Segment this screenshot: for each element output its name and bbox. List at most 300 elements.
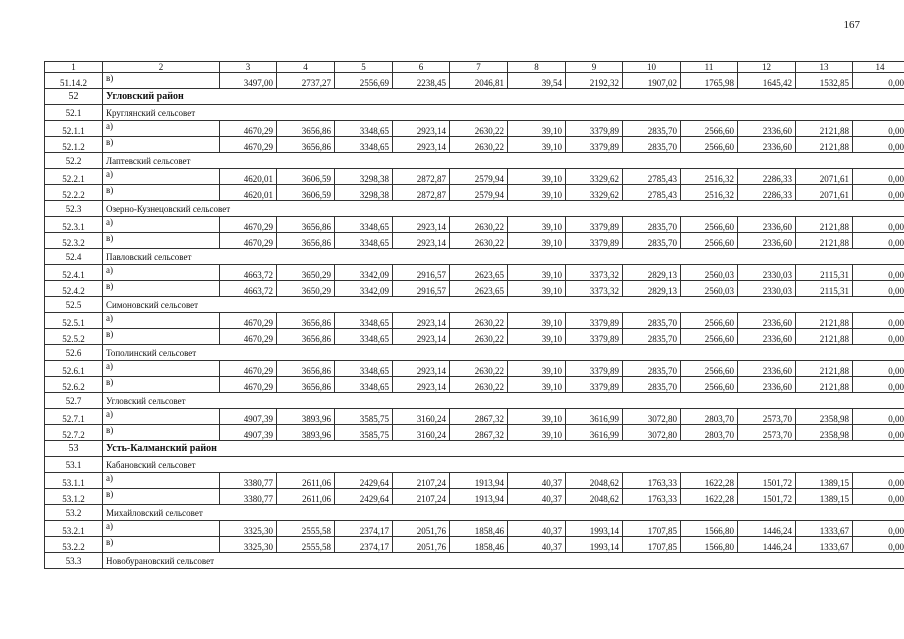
value-cell: 3616,99 — [566, 409, 623, 425]
table-row — [45, 233, 904, 249]
value-cell: 2121,88 — [796, 217, 853, 233]
value-cell: 2336,60 — [738, 233, 796, 249]
value-cell: 2835,70 — [623, 233, 681, 249]
row-variant: в) — [103, 281, 220, 297]
value-cell: 3348,65 — [335, 313, 393, 329]
value-cell: 2867,32 — [450, 409, 508, 425]
column-header: 6 — [393, 62, 450, 73]
value-cell: 2121,88 — [796, 137, 853, 153]
value-cell: 39,10 — [508, 233, 566, 249]
value-cell: 3656,86 — [277, 121, 335, 137]
table-row — [45, 313, 904, 329]
value-cell: 39,10 — [508, 409, 566, 425]
value-cell: 1763,33 — [623, 473, 681, 489]
value-cell: 2516,32 — [681, 185, 738, 201]
row-code: 52.2 — [45, 153, 103, 169]
value-cell: 39,10 — [508, 361, 566, 377]
value-cell: 2835,70 — [623, 137, 681, 153]
value-cell: 2835,70 — [623, 217, 681, 233]
value-cell: 2336,60 — [738, 217, 796, 233]
value-cell: 3379,89 — [566, 361, 623, 377]
value-cell: 3379,89 — [566, 233, 623, 249]
column-header-row — [45, 62, 904, 73]
column-header: 5 — [335, 62, 393, 73]
council-header-row — [45, 457, 904, 473]
value-cell: 3373,32 — [566, 281, 623, 297]
table-row — [45, 361, 904, 377]
value-cell: 2623,65 — [450, 281, 508, 297]
value-cell: 3379,89 — [566, 377, 623, 393]
value-cell: 1622,28 — [681, 489, 738, 505]
value-cell: 2566,60 — [681, 329, 738, 345]
council-header-row — [45, 249, 904, 265]
value-cell: 0,00 — [853, 233, 904, 249]
value-cell: 2115,31 — [796, 281, 853, 297]
value-cell: 3606,59 — [277, 169, 335, 185]
value-cell: 2923,14 — [393, 361, 450, 377]
value-cell: 2336,60 — [738, 313, 796, 329]
value-cell: 3348,65 — [335, 217, 393, 233]
value-cell: 2429,64 — [335, 473, 393, 489]
value-cell: 0,00 — [853, 329, 904, 345]
value-cell: 4620,01 — [220, 169, 277, 185]
value-cell: 39,10 — [508, 121, 566, 137]
value-cell: 2923,14 — [393, 313, 450, 329]
row-code: 53.3 — [45, 553, 103, 569]
value-cell: 0,00 — [853, 73, 904, 89]
value-cell: 2115,31 — [796, 265, 853, 281]
value-cell: 2630,22 — [450, 233, 508, 249]
value-cell: 3342,09 — [335, 265, 393, 281]
value-cell: 2358,98 — [796, 425, 853, 441]
value-cell: 2556,69 — [335, 73, 393, 89]
table-row — [45, 409, 904, 425]
value-cell: 4670,29 — [220, 329, 277, 345]
table-row — [45, 537, 904, 553]
value-cell: 3656,86 — [277, 217, 335, 233]
row-variant: а) — [103, 361, 220, 377]
value-cell: 1532,85 — [796, 73, 853, 89]
council-name: Новобурановский сельсовет — [103, 553, 904, 569]
value-cell: 1763,33 — [623, 489, 681, 505]
value-cell: 1389,15 — [796, 489, 853, 505]
value-cell: 1858,46 — [450, 537, 508, 553]
value-cell: 2048,62 — [566, 489, 623, 505]
value-cell: 3325,30 — [220, 521, 277, 537]
value-cell: 2121,88 — [796, 121, 853, 137]
value-cell: 3160,24 — [393, 409, 450, 425]
value-cell: 2121,88 — [796, 377, 853, 393]
value-cell: 1333,67 — [796, 537, 853, 553]
row-code: 52 — [45, 89, 103, 105]
value-cell: 0,00 — [853, 409, 904, 425]
value-cell: 2358,98 — [796, 409, 853, 425]
value-cell: 4670,29 — [220, 377, 277, 393]
row-code: 51.14.2 — [45, 73, 103, 89]
value-cell: 3329,62 — [566, 169, 623, 185]
value-cell: 1501,72 — [738, 473, 796, 489]
council-name: Тополинский сельсовет — [103, 345, 904, 361]
value-cell: 2630,22 — [450, 361, 508, 377]
value-cell: 2566,60 — [681, 137, 738, 153]
value-cell: 39,10 — [508, 137, 566, 153]
value-cell: 3585,75 — [335, 409, 393, 425]
value-cell: 3160,24 — [393, 425, 450, 441]
value-cell: 3585,75 — [335, 425, 393, 441]
value-cell: 1907,02 — [623, 73, 681, 89]
column-header: 3 — [220, 62, 277, 73]
council-header-row — [45, 105, 904, 121]
value-cell: 2566,60 — [681, 313, 738, 329]
value-cell: 4907,39 — [220, 409, 277, 425]
table-row — [45, 489, 904, 505]
row-code: 52.4.1 — [45, 265, 103, 281]
value-cell: 0,00 — [853, 425, 904, 441]
row-variant: в) — [103, 489, 220, 505]
value-cell: 2835,70 — [623, 313, 681, 329]
value-cell: 39,10 — [508, 281, 566, 297]
table-row — [45, 121, 904, 137]
district-name: Усть-Калманский район — [103, 441, 904, 457]
value-cell: 2336,60 — [738, 361, 796, 377]
value-cell: 2107,24 — [393, 473, 450, 489]
value-cell: 0,00 — [853, 217, 904, 233]
council-name: Озерно-Кузнецовский сельсовет — [103, 201, 904, 217]
value-cell: 2374,17 — [335, 521, 393, 537]
value-cell: 0,00 — [853, 313, 904, 329]
value-cell: 2785,43 — [623, 169, 681, 185]
council-header-row — [45, 393, 904, 409]
value-cell: 4670,29 — [220, 313, 277, 329]
row-variant: а) — [103, 521, 220, 537]
row-code: 52.5.1 — [45, 313, 103, 329]
council-name: Михайловский сельсовет — [103, 505, 904, 521]
value-cell: 1389,15 — [796, 473, 853, 489]
value-cell: 2121,88 — [796, 361, 853, 377]
row-code: 52.7.1 — [45, 409, 103, 425]
value-cell: 3656,86 — [277, 313, 335, 329]
table-row — [45, 473, 904, 489]
value-cell: 1858,46 — [450, 521, 508, 537]
value-cell: 0,00 — [853, 537, 904, 553]
table-body — [45, 62, 904, 569]
value-cell: 0,00 — [853, 489, 904, 505]
value-cell: 2192,32 — [566, 73, 623, 89]
row-code: 53.2.1 — [45, 521, 103, 537]
value-cell: 2829,13 — [623, 265, 681, 281]
value-cell: 2923,14 — [393, 233, 450, 249]
value-cell: 39,10 — [508, 313, 566, 329]
row-variant: в) — [103, 137, 220, 153]
value-cell: 2835,70 — [623, 361, 681, 377]
council-name: Круглянский сельсовет — [103, 105, 904, 121]
value-cell: 2916,57 — [393, 265, 450, 281]
column-header: 2 — [103, 62, 220, 73]
value-cell: 2566,60 — [681, 121, 738, 137]
value-cell: 2121,88 — [796, 329, 853, 345]
value-cell: 0,00 — [853, 361, 904, 377]
value-cell: 2560,03 — [681, 281, 738, 297]
value-cell: 2121,88 — [796, 313, 853, 329]
value-cell: 39,10 — [508, 425, 566, 441]
row-code: 52.5.2 — [45, 329, 103, 345]
value-cell: 1446,24 — [738, 521, 796, 537]
value-cell: 0,00 — [853, 185, 904, 201]
value-cell: 2630,22 — [450, 137, 508, 153]
value-cell: 2374,17 — [335, 537, 393, 553]
value-cell: 2051,76 — [393, 537, 450, 553]
value-cell: 3650,29 — [277, 265, 335, 281]
column-header: 7 — [450, 62, 508, 73]
value-cell: 2555,58 — [277, 521, 335, 537]
row-code: 52.2.2 — [45, 185, 103, 201]
value-cell: 3348,65 — [335, 329, 393, 345]
value-cell: 0,00 — [853, 377, 904, 393]
value-cell: 0,00 — [853, 121, 904, 137]
value-cell: 3656,86 — [277, 377, 335, 393]
council-header-row — [45, 153, 904, 169]
row-variant: а) — [103, 313, 220, 329]
value-cell: 2923,14 — [393, 137, 450, 153]
value-cell: 3379,89 — [566, 121, 623, 137]
row-code: 52.6.2 — [45, 377, 103, 393]
council-header-row — [45, 553, 904, 569]
table-row — [45, 265, 904, 281]
council-name: Угловский сельсовет — [103, 393, 904, 409]
value-cell: 2566,60 — [681, 361, 738, 377]
value-cell: 40,37 — [508, 489, 566, 505]
value-cell: 4663,72 — [220, 265, 277, 281]
value-cell: 39,10 — [508, 185, 566, 201]
value-cell: 2566,60 — [681, 217, 738, 233]
row-code: 52.1.1 — [45, 121, 103, 137]
value-cell: 3348,65 — [335, 121, 393, 137]
value-cell: 2336,60 — [738, 377, 796, 393]
value-cell: 2579,94 — [450, 185, 508, 201]
value-cell: 1913,94 — [450, 489, 508, 505]
value-cell: 2923,14 — [393, 121, 450, 137]
value-cell: 2330,03 — [738, 281, 796, 297]
row-code: 52.4 — [45, 249, 103, 265]
value-cell: 3606,59 — [277, 185, 335, 201]
column-header: 1 — [45, 62, 103, 73]
value-cell: 39,10 — [508, 377, 566, 393]
value-cell: 3656,86 — [277, 233, 335, 249]
row-code: 53.1.2 — [45, 489, 103, 505]
value-cell: 39,54 — [508, 73, 566, 89]
column-header: 14 — [853, 62, 904, 73]
value-cell: 2121,88 — [796, 233, 853, 249]
council-name: Симоновский сельсовет — [103, 297, 904, 313]
value-cell: 0,00 — [853, 473, 904, 489]
value-cell: 2573,70 — [738, 425, 796, 441]
row-code: 52.1 — [45, 105, 103, 121]
value-cell: 0,00 — [853, 521, 904, 537]
value-cell: 2867,32 — [450, 425, 508, 441]
row-code: 53.1 — [45, 457, 103, 473]
value-cell: 3656,86 — [277, 361, 335, 377]
value-cell: 2286,33 — [738, 185, 796, 201]
value-cell: 1645,42 — [738, 73, 796, 89]
value-cell: 2872,87 — [393, 169, 450, 185]
value-cell: 2611,06 — [277, 489, 335, 505]
value-cell: 3379,89 — [566, 329, 623, 345]
value-cell: 1993,14 — [566, 537, 623, 553]
value-cell: 0,00 — [853, 169, 904, 185]
value-cell: 2051,76 — [393, 521, 450, 537]
district-header-row — [45, 441, 904, 457]
value-cell: 2330,03 — [738, 265, 796, 281]
row-variant: а) — [103, 473, 220, 489]
council-name: Кабановский сельсовет — [103, 457, 904, 473]
value-cell: 2803,70 — [681, 425, 738, 441]
value-cell: 1446,24 — [738, 537, 796, 553]
value-cell: 2916,57 — [393, 281, 450, 297]
value-cell: 2286,33 — [738, 169, 796, 185]
value-cell: 3893,96 — [277, 409, 335, 425]
column-header: 4 — [277, 62, 335, 73]
row-variant: в) — [103, 537, 220, 553]
value-cell: 2737,27 — [277, 73, 335, 89]
value-cell: 4907,39 — [220, 425, 277, 441]
column-header: 12 — [738, 62, 796, 73]
row-variant: в) — [103, 329, 220, 345]
value-cell: 39,10 — [508, 217, 566, 233]
value-cell: 2071,61 — [796, 169, 853, 185]
row-variant: а) — [103, 409, 220, 425]
row-variant: в) — [103, 185, 220, 201]
council-header-row — [45, 505, 904, 521]
value-cell: 2336,60 — [738, 329, 796, 345]
value-cell: 0,00 — [853, 281, 904, 297]
value-cell: 4670,29 — [220, 233, 277, 249]
value-cell: 0,00 — [853, 137, 904, 153]
value-cell: 2107,24 — [393, 489, 450, 505]
value-cell: 3616,99 — [566, 425, 623, 441]
value-cell: 1501,72 — [738, 489, 796, 505]
value-cell: 2238,45 — [393, 73, 450, 89]
district-name: Угловский район — [103, 89, 904, 105]
value-cell: 1993,14 — [566, 521, 623, 537]
council-header-row — [45, 297, 904, 313]
value-cell: 3380,77 — [220, 489, 277, 505]
value-cell: 2573,70 — [738, 409, 796, 425]
value-cell: 3373,32 — [566, 265, 623, 281]
row-code: 52.2.1 — [45, 169, 103, 185]
value-cell: 2835,70 — [623, 377, 681, 393]
row-variant: а) — [103, 217, 220, 233]
page-number: 167 — [843, 19, 860, 31]
table-row — [45, 185, 904, 201]
table-row — [45, 137, 904, 153]
value-cell: 40,37 — [508, 473, 566, 489]
value-cell: 3380,77 — [220, 473, 277, 489]
table-row — [45, 521, 904, 537]
value-cell: 2623,65 — [450, 265, 508, 281]
value-cell: 3072,80 — [623, 425, 681, 441]
value-cell: 2835,70 — [623, 121, 681, 137]
value-cell: 2560,03 — [681, 265, 738, 281]
table-row — [45, 217, 904, 233]
value-cell: 2611,06 — [277, 473, 335, 489]
row-code: 52.7.2 — [45, 425, 103, 441]
value-cell: 1913,94 — [450, 473, 508, 489]
value-cell: 2566,60 — [681, 377, 738, 393]
value-cell: 1622,28 — [681, 473, 738, 489]
row-code: 52.4.2 — [45, 281, 103, 297]
table-row — [45, 329, 904, 345]
row-variant: в) — [103, 377, 220, 393]
row-code: 52.6.1 — [45, 361, 103, 377]
value-cell: 2071,61 — [796, 185, 853, 201]
column-header: 8 — [508, 62, 566, 73]
value-cell: 2829,13 — [623, 281, 681, 297]
row-code: 53 — [45, 441, 103, 457]
value-cell: 40,37 — [508, 537, 566, 553]
row-code: 52.5 — [45, 297, 103, 313]
value-cell: 3072,80 — [623, 409, 681, 425]
value-cell: 4670,29 — [220, 137, 277, 153]
value-cell: 3656,86 — [277, 329, 335, 345]
value-cell: 1566,80 — [681, 537, 738, 553]
column-header: 13 — [796, 62, 853, 73]
value-cell: 3348,65 — [335, 233, 393, 249]
value-cell: 2555,58 — [277, 537, 335, 553]
value-cell: 3298,38 — [335, 169, 393, 185]
value-cell: 3348,65 — [335, 137, 393, 153]
value-cell: 3329,62 — [566, 185, 623, 201]
value-cell: 39,10 — [508, 329, 566, 345]
value-cell: 4670,29 — [220, 361, 277, 377]
value-cell: 1707,85 — [623, 537, 681, 553]
value-cell: 2579,94 — [450, 169, 508, 185]
value-cell: 4620,01 — [220, 185, 277, 201]
value-cell: 3348,65 — [335, 361, 393, 377]
row-variant: в) — [103, 73, 220, 89]
value-cell: 4670,29 — [220, 217, 277, 233]
value-cell: 3656,86 — [277, 137, 335, 153]
row-code: 52.1.2 — [45, 137, 103, 153]
row-code: 52.3 — [45, 201, 103, 217]
column-header: 10 — [623, 62, 681, 73]
value-cell: 1707,85 — [623, 521, 681, 537]
row-code: 52.7 — [45, 393, 103, 409]
value-cell: 39,10 — [508, 169, 566, 185]
row-code: 52.3.2 — [45, 233, 103, 249]
value-cell: 1333,67 — [796, 521, 853, 537]
value-cell: 2630,22 — [450, 121, 508, 137]
value-cell: 2046,81 — [450, 73, 508, 89]
value-cell: 2803,70 — [681, 409, 738, 425]
value-cell: 2923,14 — [393, 377, 450, 393]
value-cell: 3650,29 — [277, 281, 335, 297]
value-cell: 2566,60 — [681, 233, 738, 249]
value-cell: 39,10 — [508, 265, 566, 281]
value-cell: 3298,38 — [335, 185, 393, 201]
value-cell: 3325,30 — [220, 537, 277, 553]
value-cell: 2785,43 — [623, 185, 681, 201]
row-variant: а) — [103, 265, 220, 281]
row-variant: а) — [103, 169, 220, 185]
value-cell: 3379,89 — [566, 217, 623, 233]
value-cell: 3342,09 — [335, 281, 393, 297]
table-row — [45, 169, 904, 185]
value-cell: 40,37 — [508, 521, 566, 537]
council-name: Лаптевский сельсовет — [103, 153, 904, 169]
column-header: 11 — [681, 62, 738, 73]
tariff-table — [44, 61, 904, 569]
value-cell: 2630,22 — [450, 313, 508, 329]
